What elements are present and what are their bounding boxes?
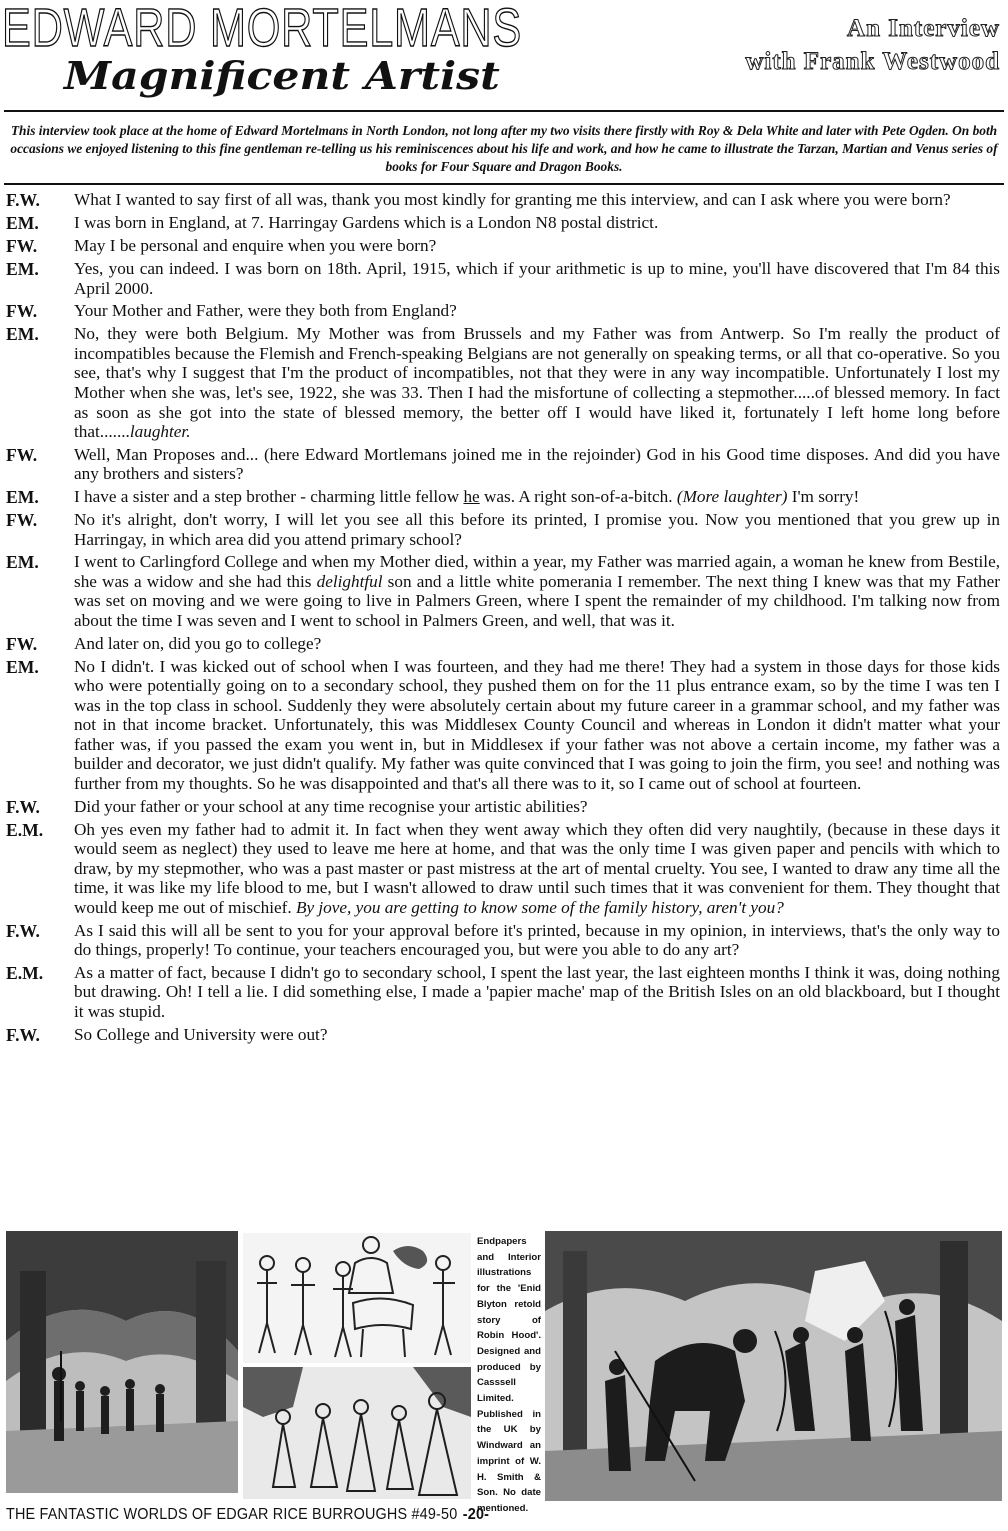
speech-segment: Did your father or your school at any time recognise your artistic abilities? [74,796,588,816]
dialogue-turn [6,918,1000,960]
speech-text [74,298,1000,321]
dialogue-turn [6,233,1000,256]
speech-segment: Yes, you can indeed. I was born on 18th. April, 1915, which if your arithmetic is up to mine, you'll have discovered that I'm 84 this April 2000. [74,259,1000,298]
dialogue-turn [6,960,1000,1022]
speech-segment: Well, Man Proposes and... (here Edward Mortlemans joined me in the rejoinder) God in his Good time disposes. And did you have any brothers and sisters? [74,444,1000,484]
interview-dialogue [6,187,1000,1045]
speech-segment: I was born in England, at 7. Harringay Gardens which is a London N8 postal district. [74,213,659,232]
speech-text [74,960,1000,1022]
speech-segment: was. A right son-of-a-bitch. [479,486,677,506]
dialogue-turn [6,484,1000,507]
speech-segment: As a matter of fact, because I didn't go to secondary school, I spent the last year, the last eighteen months I think it was, doing nothing but drawing. Oh! I tell a lie. I did something else, I made a 'papier mache' map of the British Isles on an old blackboard, but I thought it was stupid. [74,962,1000,1021]
monks-and-outlaws-illustration [243,1367,471,1499]
speaker-label: F.W. [6,190,40,210]
speech-text [74,631,1000,654]
speech-text [74,256,1000,298]
speech-segment: And later on, did you go to college? [74,633,322,653]
speaker-label: FW. [6,236,38,256]
speech-text [74,187,1000,210]
speaker-label: EM. [6,486,39,507]
speech-segment: No it's alright, don't worry, I will let you see all this before its printed, I promise you. Now you mentioned that you grew up in Harringay, in which area did you attend primary school? [74,509,1000,549]
speech-text [74,321,1000,442]
credit-line-2: with Frank Westwood [745,48,1000,75]
forest-archery-illustration [6,1231,238,1493]
speech-segment: By jove, you are getting to know some of the family history, aren't you? [295,898,784,918]
speech-segment: I have a sister and a step brother - charming little fellow [74,486,464,506]
article-subtitle: Magnificent Artist [64,53,500,98]
speech-segment: laughter. [129,422,191,442]
dialogue-turn [6,654,1000,794]
speech-segment: son and a little white pomerania I remember. The next thing I knew was that my Father was set on moving and we were going to live in Palmers Green, where I spent the remainder of my childhood. I'm talking now from about the time I was seven and I went to school in Palmers Green, and well, that was it. [74,571,1000,630]
illustration-caption: Endpapers and Interior illustrations for the 'Enid Blyton retold story of Robin Hood'. Designed and produced by Casssell Limited. Published in the UK by Windward an imprint of W. H. Smith & Son. No date mentioned. [477,1236,541,1514]
speech-segment: I'm sorry! [787,486,860,506]
speaker-label: FW. [6,633,38,654]
speech-text [74,210,1000,233]
dialogue-turn [6,631,1000,654]
page-footer [6,1505,489,1525]
speaker-label: F.W. [6,796,40,817]
speech-text [74,817,1000,918]
outlaw-band-illustration [243,1233,471,1363]
speaker-label: F.W. [6,1024,40,1045]
speech-segment: he [463,486,480,506]
speaker-label: F.W. [6,920,40,941]
header-divider [4,110,1004,112]
speech-segment: So College and University were out? [74,1024,328,1044]
publication-title: THE FANTASTIC WORLDS OF EDGAR RICE BURROUGHS #49-50 [6,1506,458,1523]
speaker-label: EM. [6,552,39,573]
speech-segment: As I said this will all be sent to you for your approval before it's printed, because in my opinion, in interviews, that's the only way to do things, properly! To continue, your teachers encouraged you, but were you able to do any art? [74,920,1000,960]
dialogue-turn [6,549,1000,630]
forest-ambush-illustration [545,1231,1002,1501]
speaker-label: EM. [6,259,39,279]
dialogue-turn [6,187,1000,210]
speech-segment: delightful [316,571,383,591]
speech-text [74,1022,1000,1045]
speech-segment: No I didn't. I was kicked out of school when I was fourteen, and they had me there! They had a system in those days for those kids who were potentially going on to a secondary school, they pushed them on for the 11 plus entrance exam, so by the time I was ten I was in the top class in school. Suddenly they were absolutely certain about my future career in a grammar school, and my father was not in that income bracket. Unfortunately, this was Middlesex County Council and whereas in London it didn't matter what your father was, if you passed the exam you went in, but in Middlesex if your father was not above a certain income, my father was a builder and decorator, we just didn't qualify. My father was quite convinced that I was going to join the firm, you see! and nothing was further from my thoughts. So he was disappointed and that's all there was to it, so I came out of school at fourteen. [74,656,1000,794]
intro-divider [4,183,1004,185]
speech-segment: Oh yes even my father had to admit it. In fact when they went away which they often did very naughtily, (because in these days it would seem as neglect) they used to leave me here at home, and that was the only time I was given paper and pencils with which to draw, by my stepmother, who was a past master or past mistress at the art of mental cruelty. You see, I wanted to draw any time all the time, it was like my life blood to me, but I wasn't allowed to draw until such times that it was convenient for them. They thought that would keep me out of mischief. [74,819,1000,918]
speech-text [74,442,1000,484]
speech-text [74,484,1000,507]
speech-segment: What I wanted to say first of all was, thank you most kindly for granting me this interview, and can I ask where you were born? [74,190,951,209]
speech-segment: Your Mother and Father, were they both from England? [74,301,457,321]
dialogue-turn [6,1022,1000,1045]
speaker-label: FW. [6,444,38,465]
speech-segment: May I be personal and enquire when you were born? [74,236,437,255]
speaker-label: E.M. [6,819,44,840]
intro-paragraph: This interview took place at the home of Edward Mortelmans in North London, not long after my two visits there firstly with Roy & Dela White and later with Pete Ogden. On both occasions we enjoyed listening to this fine gentleman re-telling us his reminiscences about his life and work, and how he came to illustrate the Tarzan, Martian and Venus series of books for Four Square and Dragon Books. [10,123,998,174]
speaker-label: EM. [6,213,39,233]
dialogue-turn [6,507,1000,549]
speech-text [74,654,1000,794]
speech-segment: No, they were both Belgium. My Mother was from Brussels and my Father was from Antwerp. So I'm really the product of incompatibles because the Flemish and French-speaking Belgians are not generally on speaking terms, or all that co-operative. So you see, that's why I suggest that I'm the product of incompatibles, not that they were in any way incompatible. Unfortunately I lost my Mother when she was, let's see, 1922, she was 33. Then I had the misfortune of collecting a stepmother.....of blessed memory. In fact as soon as she got into the state of blessed memory, the better off I would have liked it, fortunately I left home long before that....... [74,324,1000,442]
page-number: -20- [462,1506,490,1523]
dialogue-turn [6,256,1000,298]
speech-text [74,549,1000,630]
dialogue-turn [6,817,1000,918]
speaker-label: EM. [6,324,39,345]
speaker-label: E.M. [6,962,44,983]
speaker-label: EM. [6,656,39,677]
speech-text [74,233,1000,256]
dialogue-turn [6,442,1000,484]
credit-line-1: An Interview [847,15,1000,42]
speaker-label: FW. [6,301,38,322]
dialogue-turn [6,321,1000,442]
speech-segment: I went to Carlingford College and when my Mother died, within a year, my Father was married again, a woman he knew from Bestile, she was a widow and she had this [74,552,1000,591]
speech-segment: (More laughter) [676,486,788,506]
speech-text [74,918,1000,960]
speaker-label: FW. [6,509,38,530]
interview-credit [640,12,1000,78]
speech-text [74,794,1000,817]
article-title: EDWARD MORTELMANS [2,0,523,58]
speech-text [74,507,1000,549]
dialogue-turn [6,298,1000,321]
dialogue-turn [6,794,1000,817]
dialogue-turn [6,210,1000,233]
